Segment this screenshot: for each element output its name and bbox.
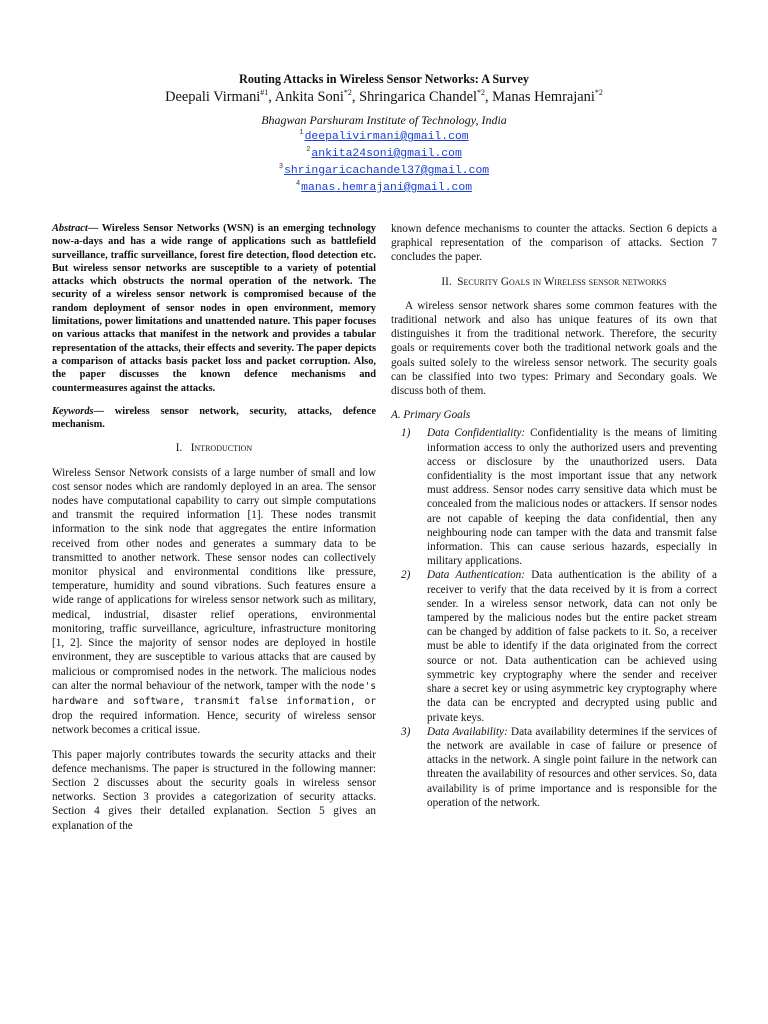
continuation-paragraph: known defence mechanisms to counter the attacks. Section 6 depicts a graphical representation of the comparison of attacks. Section 7 concludes the paper. [391, 223, 717, 264]
author-sup: *2 [343, 88, 352, 98]
security-goals-paragraph: A wireless sensor network shares some common features with the traditional network and also has unique features of its own that distinguishes it from the traditional network. Therefore, the security goals or requirements cover both the traditional network goals and the goals suited solely to the wireless sensor network. The security goals can be classified into two types: Primary and Secondary goals. We discuss both of them. [391, 299, 717, 398]
email-link[interactable]: ankita24soni@gmail.com [311, 148, 462, 160]
author-list: Deepali Virmani$^{\#1}$, Ankita Soni$^{*2}$, Shringarica Chandel$^{*2}$, Manas Hemrajani$^{*2}$ [165, 88, 603, 105]
subsection-heading: A. Primary Goals [391, 409, 471, 422]
list-item: 1) Data Confidentiality: Confidentiality is the means of limiting information access to only the authorized users and preventing access or disclosure by the unauthorized users. Data confidentiality is the most important issue that any network must address. Sensor nodes carry sensitive data which must be concealed from the malicious nodes or attackers. If sensor nodes are not capable of keeping the data confidential, then any neighbouring node can tamper with the data and transmit false information. This can cause serious hazards, especially in military applications. [401, 427, 717, 568]
email-link[interactable]: deepalivirmani@gmail.com [304, 131, 469, 143]
email-link[interactable]: manas.hemrajani@gmail.com [301, 182, 473, 194]
author-sup: #1 [260, 88, 269, 98]
author-name: Manas Hemrajani [492, 89, 595, 105]
right-column [391, 222, 717, 810]
paper-title: Routing Attacks in Wireless Sensor Networks: A Survey [239, 72, 529, 86]
section-heading-security-goals: II. Security Goals in Wireless sensor networks [441, 275, 667, 288]
intro-paragraph: This paper majorly contributes towards the security attacks and their defence mechanisms. The paper is structured in the following manner: Section 2 discusses about the security goals in wireless sensor networks. Section 3 provides a categorization of security attacks. Section 4 gives their detailed explanation. Section 5 gives an explanation of the [52, 748, 376, 832]
email-line: $^1$deepalivirmani@gmail.com [299, 129, 469, 143]
keywords: Keywords— wireless sensor network, security, attacks, defence mechanism. [52, 405, 376, 431]
email-line: $^4$manas.hemrajani@gmail.com [295, 180, 473, 194]
affiliation: Bhagwan Parshuram Institute of Technology, India [261, 113, 507, 127]
email-line: $^3$shringaricachandel37@gmail.com [278, 163, 490, 177]
left-column [52, 222, 376, 843]
list-item: 2) Data Authentication: Data authentication is the ability of a receiver to verify that the data received by it is from a correct sender. In a wireless sensor network, data can not only be tampered by the malicious nodes but the entire packet stream can be changed by addition of false packets to it. So, a receiver must be able to identify if the data originated from the correct source or not. Data authentication can be achieved using symmetric key cryptography where the sender and receiver share a secret key or using asymmetric key cryptography where the data can be encrypted and decrypted using public and private keys. [401, 569, 717, 724]
intro-paragraph: Wireless Sensor Network consists of a large number of small and low cost sensor nodes which are randomly deployed in an area. The sensor nodes have computational capability to carry out simple computations and transmit the required information [1]. These nodes transmit information to the sink node that aggregates the entire information received from other nodes and generates a summary data to be transmitted to another network. These sensor nodes can collectively monitor physical and environmental conditions like pressure, temperature, humidity and sound vibrations. Such features ensure a wide range of applications for wireless sensor network such as military, medical, industrial, disaster relief operations, environmental monitoring, traffic surveillance, agriculture, infrastructure monitoring [1, 2]. Since the majority of sensor nodes are deployed in hostile environment, they are susceptible to various attacks that are caused by malicious or compromised nodes in the network. The malicious nodes can alter the normal behaviour of the network, tamper with the node's hardware and software, transmit false information, or drop the required information. Hence, security of wireless sensor network becomes a critical issue. [52, 466, 376, 737]
author-sup: *2 [594, 88, 603, 98]
author-name: Shringarica Chandel [359, 89, 477, 105]
list-item: 3) Data Availability: Data availability determines if the services of the network are available in case of failure or presence of attacks in the network. A single point failure in the network can threaten the availability of resources and other services. So, data availability is of prime importance and is responsible for the operation of the network. [401, 725, 717, 809]
section-heading-introduction: I. Introduction [175, 442, 253, 455]
email-line: $^2$ankita24soni@gmail.com [306, 146, 462, 160]
abstract: Abstract— Wireless Sensor Networks (WSN) is an emerging technology now-a-days and has a wide range of applications such as battlefield surveillance, traffic surveillance, forest fire detection, flood detection etc. But wireless sensor networks are susceptible to a variety of potential attacks which obstructs the normal operation of the network. The security of a wireless sensor network is compromised because of the random deployment of sensor nodes in open environment, memory limitations, power limitations and unattended nature. This paper focuses on various attacks that manifest in the network and provides a tabular representation of the attacks, their effects and severity. The paper depicts a comparison of attacks basis packet loss and packet corruption. Also, the paper discusses the known defence mechanisms and countermeasures against the attacks. [52, 223, 376, 394]
email-link[interactable]: shringaricachandel37@gmail.com [284, 165, 490, 177]
author-name: Ankita Soni [274, 89, 344, 105]
author-name: Deepali Virmani [165, 89, 261, 105]
author-sup: *2 [476, 88, 485, 98]
